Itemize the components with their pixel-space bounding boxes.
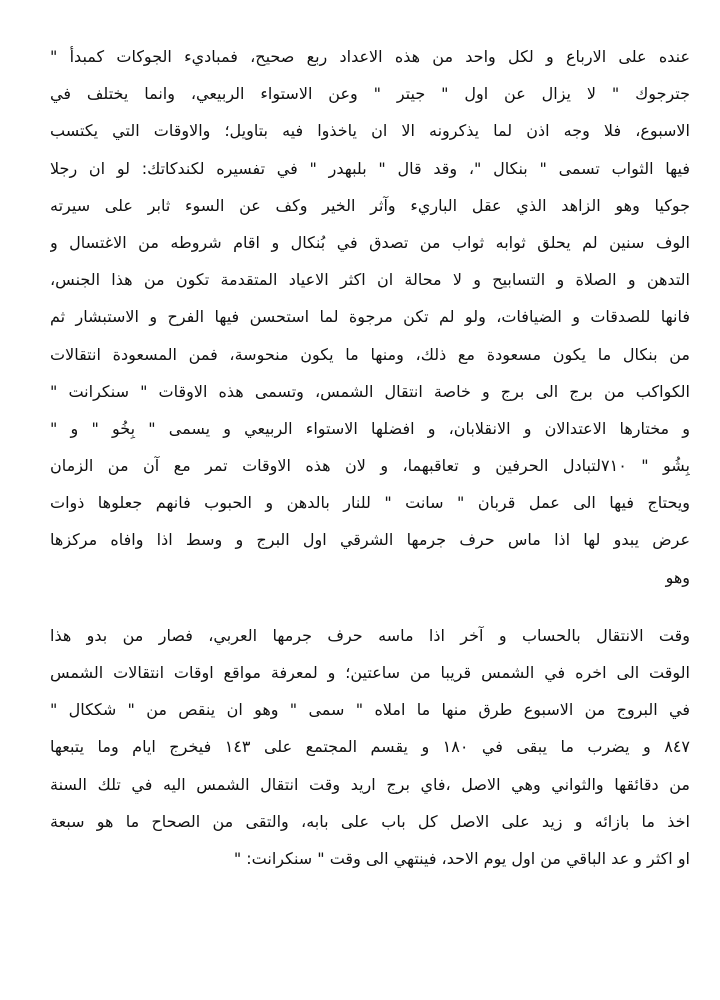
text-line: ٨٤٧ و يضرب ما يبقى في ١٨٠ و يقسم المجتمع على ١٤٣ فيخرج ايام وما يتبعها — [50, 737, 690, 757]
text-line: الكواكب من برج الى برج و خاصة انتقال الشمس، وتسمى هذه الاوقات " سنكرانت " — [50, 381, 690, 401]
text-line: الوف سنين لم يحلق ثوابه ثواب من تصدق في بُنكال و اقام شروطه من الاغتسال و — [50, 232, 690, 252]
text-line: من بنكال ما يكون مسعودة مع ذلك، ومنها ما يكون منحوسة، فمن المسعودة انتقالات — [50, 344, 690, 364]
text-line: من دقائقها والثواني وهي الاصل ،فاي برج اريد وقت انتقال الشمس اليه في تلك السنة — [50, 774, 690, 794]
text-line: فيها الثواب تسمى " بنكال "، وقد قال " بلبهدر " في تفسيره لكندكاتك: لو ان رجلا — [50, 158, 690, 178]
text-line: جوكيا وهو الزاهد الذي عقل الباريء وآثر الخير وكف عن السوء ثابر على سيرته — [50, 195, 690, 215]
text-line: وهو — [665, 567, 690, 587]
text-line: عرض يبدو لها اذا ماس حرف جرمها الشرقي اول البرج و وسط اذا وافاه مركزها — [50, 530, 690, 550]
paragraph-1 — [50, 38, 690, 596]
text-line: فانها للصدقات و الضيافات، ولو لم تكن مرجوة لما استحسن فيها الفرح و الاستبشار ثم — [50, 307, 690, 327]
text-line: او اكثر و عد الباقي من اول يوم الاحد، فينتهي الى وقت " سنكرانت: " — [233, 848, 690, 868]
text-line: وقت الانتقال بالحساب و آخر اذا ماسه حرف جرمها العربي، فصار من بدو هذا — [50, 625, 690, 645]
text-line: الوقت الى اخره في الشمس قريبا من ساعتين؛ و لمعرفة مواقع اوقات انتقالات الشمس — [50, 663, 690, 682]
text-line: في البروج من الاسبوع طرق منها ما املاه " سمى " وهو ان ينقص من " شككال " — [50, 700, 690, 720]
text-line: التدهن و الصلاة و التسابيح و لا محالة ان اكثر الاعياد المتقدمة تكون من هذا الجنس، — [50, 270, 690, 290]
text-line: عنده على الارباع و لكل واحد من هذه الاعداد ربع صحيح، فمباديء الجوكات كمبدأ " — [50, 47, 690, 66]
text-line: اخذ ما بازائه و زيد على الاصل كل باب على بابه، والتقى من الصحاح ما هو سبعة — [50, 811, 690, 831]
text-line: جترجوك " لا يزال عن اول " جيتر " وعن الاستواء الربيعي، وانما يختلف في — [50, 84, 690, 104]
paragraph-2 — [50, 617, 690, 877]
text-line: ويحتاج فيها الى عمل قربان " سانت " للنار بالدهن و الحبوب فانهم جعلوها ذوات — [50, 493, 690, 513]
text-line: و مختارها الاعتدالان و الانقلابان، و افضلها الاستواء الربيعي و يسمى " بِخُو " و " — [50, 418, 690, 438]
text-line: بِشُو " ٧١٠لتبادل الحرفين و تعاقبهما، و لان هذه الاوقات تمر مع آن من الزمان — [50, 456, 690, 476]
document-page — [50, 38, 690, 877]
text-line: الاسبوع، فلا وجه اذن لما يذكرونه الا ان ياخذوا فيه بتاويل؛ والاوقات التي يكتسب — [50, 121, 690, 141]
